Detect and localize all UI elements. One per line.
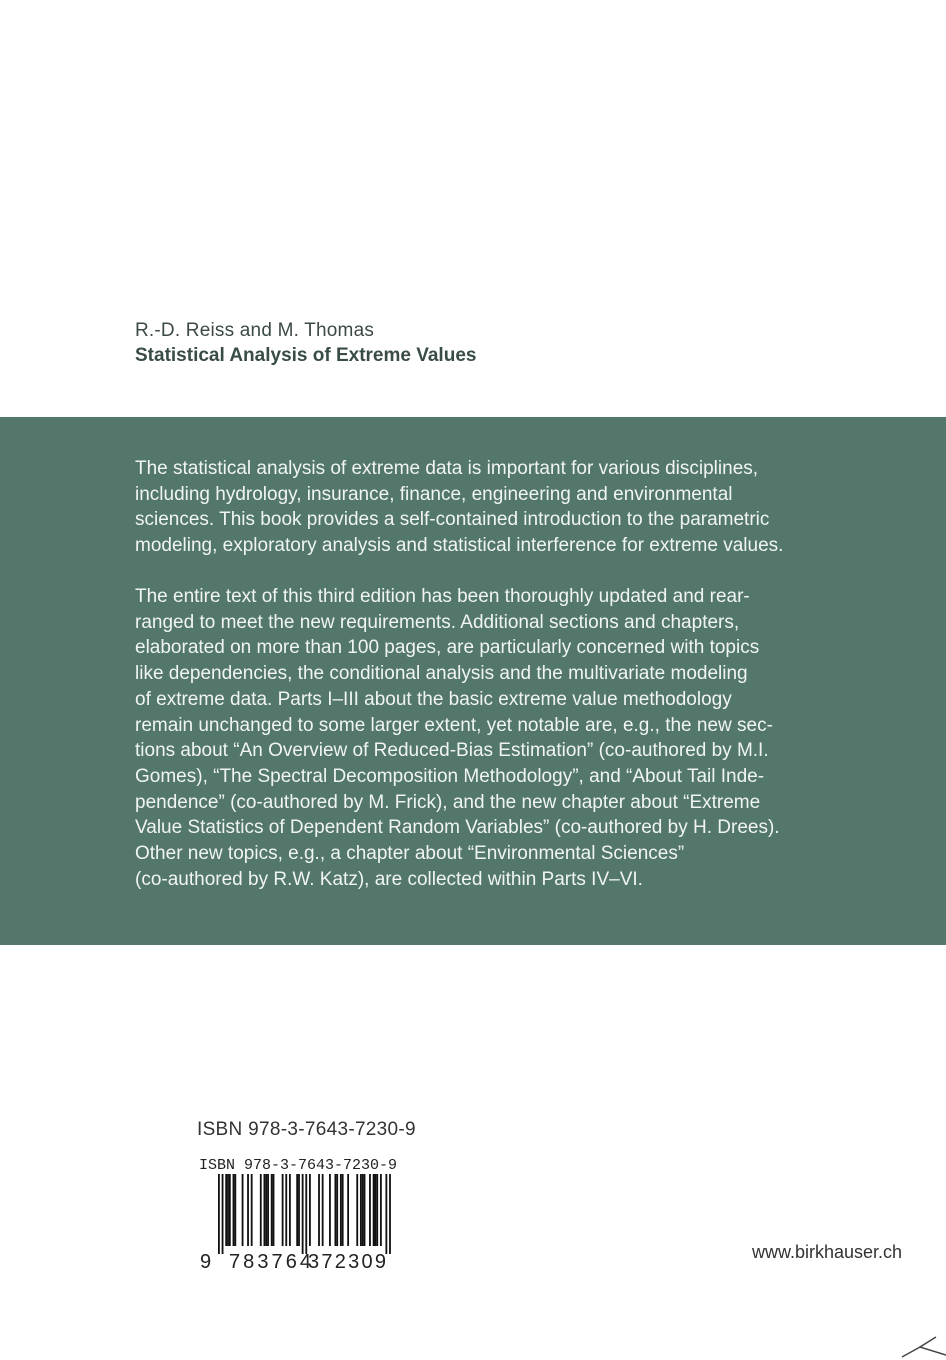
- barcode-bar: [285, 1174, 287, 1246]
- barcode-bar: [334, 1174, 336, 1246]
- barcode-bar: [347, 1174, 349, 1246]
- barcode-bar: [296, 1174, 298, 1246]
- barcode-bar: [234, 1174, 236, 1246]
- barcode-bar: [373, 1174, 375, 1246]
- barcode-bar: [247, 1174, 249, 1246]
- barcode-bars: [218, 1174, 391, 1254]
- barcode-bar: [264, 1174, 266, 1246]
- barcode-bar: [302, 1174, 304, 1254]
- barcode-bar: [356, 1174, 358, 1246]
- barcode-bar: [265, 1174, 267, 1246]
- barcode-bar: [298, 1174, 300, 1246]
- barcode-bar: [267, 1174, 269, 1246]
- barcode-bar: [385, 1174, 387, 1254]
- barcode-bar: [380, 1174, 382, 1246]
- barcode-bar: [273, 1174, 275, 1246]
- barcode-bar: [340, 1174, 342, 1246]
- barcode-bar: [364, 1174, 366, 1246]
- barcode-bar: [329, 1174, 331, 1246]
- barcode-digits-right: 372309: [308, 1251, 386, 1272]
- barcode-bar: [336, 1174, 338, 1246]
- book-title: Statistical Analysis of Extreme Values: [135, 345, 477, 366]
- publisher-url[interactable]: www.birkhauser.ch: [752, 1242, 903, 1262]
- barcode-bar: [376, 1174, 378, 1246]
- barcode-bar: [362, 1174, 364, 1246]
- barcode-bar: [305, 1174, 307, 1254]
- barcode-digit-first: 9: [200, 1251, 212, 1272]
- description-paragraph-1: The statistical analysis of extreme data is important for various disciplines, including hydrology, insurance, finance, engineering and environmental sciences. This book provides a self-contained introduction to the parametric modeling, exploratory analysis and statistical interference for extreme values.: [135, 458, 784, 557]
- barcode-bar: [271, 1174, 273, 1246]
- barcode-bar: [233, 1174, 235, 1246]
- barcode-bar: [322, 1174, 324, 1246]
- barcode-bar: [260, 1174, 262, 1246]
- barcode-bar: [342, 1174, 344, 1246]
- barcode-bar: [218, 1174, 220, 1254]
- barcode-caption: ISBN 978-3-7643-7230-9: [199, 1157, 398, 1174]
- barcode-bar: [369, 1174, 371, 1246]
- isbn-barcode: [196, 1152, 416, 1272]
- isbn-label: ISBN 978-3-7643-7230-9: [197, 1119, 416, 1140]
- barcode-bar: [225, 1174, 227, 1246]
- barcode-bar: [229, 1174, 231, 1246]
- barcode-digits-left: 783764: [229, 1251, 311, 1272]
- barcode-bar: [360, 1174, 362, 1246]
- barcode-bar: [389, 1174, 391, 1254]
- corner-mark: [900, 1335, 946, 1360]
- barcode-bar: [289, 1174, 291, 1246]
- barcode-bar: [251, 1174, 253, 1246]
- barcode-bar: [227, 1174, 229, 1246]
- book-authors: R.-D. Reiss and M. Thomas: [135, 320, 375, 341]
- barcode-bar: [282, 1174, 284, 1246]
- description-paragraph-2: The entire text of this third edition has been thoroughly updated and rear- ranged to meet the new requirements. Additional sections and chapters, elaborated on more than 100 pages, are particularly concerned with topics like dependencies, the conditional analysis and the multivariate modeling of extreme data. Parts I–III about the basic extreme value methodology remain unchanged to some larger extent, yet notable are, e.g., the new sec- tions about “An Overview of Reduced-Bias Estimation” (co-authored by M.I. Gomes), “The Spectral Decomposition Methodology”, and “About Tail Inde- pendence” (co-authored by M. Frick), and the new chapter about “Extreme Value Statistics of Dependent Random Variables” (co-authored by H. Drees). Other new topics, e.g., a chapter about “Environmental Sciences” (co-authored by R.W. Katz), are collected within Parts IV–VI.: [135, 586, 780, 890]
- barcode-bar: [242, 1174, 244, 1246]
- barcode-bar: [375, 1174, 377, 1246]
- barcode-bar: [318, 1174, 320, 1246]
- barcode-bar: [309, 1174, 311, 1246]
- barcode-bar: [222, 1174, 224, 1254]
